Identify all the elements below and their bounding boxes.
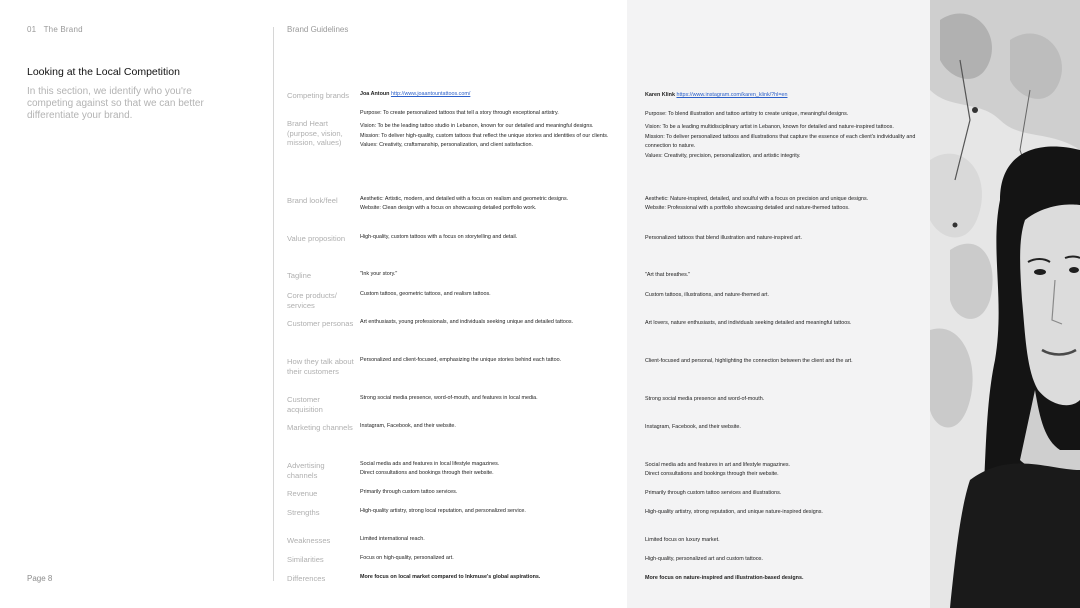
section-number: 01 <box>27 25 37 34</box>
competitor-name: Joa Antoun <box>360 91 390 97</box>
competitor-2-cell <box>645 461 927 480</box>
competitor-2-header <box>645 91 927 100</box>
cell-line: Direct consultations and bookings through their website. <box>360 470 494 477</box>
competitor-2-cell: Instagram, Facebook, and their website. <box>645 424 741 430</box>
competitor-link[interactable]: https://www.instagram.com/karen_klink/?hl=en <box>676 92 788 98</box>
competitor-2-cell: High-quality artistry, strong reputation, and unique nature-inspired designs. <box>645 509 823 515</box>
cell-line: Website: Clean design with a focus on showcasing detailed portfolio work. <box>360 205 537 212</box>
cell-line: Purpose: To blend illustration and tattoo artistry to create unique, meaningful designs. <box>645 111 849 117</box>
section-description: In this section, we identify who you're competing against so that we can better differentiate your brand. <box>27 86 204 121</box>
cell-line: Values: Creativity, precision, personalization, and artistic integrity. <box>645 152 801 159</box>
page-title: Looking at the Local Competition <box>27 66 180 78</box>
competitor-2-cell: Limited focus on luxury market. <box>645 537 720 543</box>
competitor-link[interactable]: http://www.joaantountattoos.com/ <box>390 91 471 97</box>
cell-line: Vision: To be a leading multidisciplinary artist in Lebanon, known for detailed and nature-inspired tattoos. <box>645 124 894 131</box>
competitor-1-cell: More focus on local market compared to Inkmuse's global aspirations. <box>360 574 541 580</box>
competitor-1-cell: "Ink your story." <box>360 271 398 277</box>
competitor-2-cell: Client-focused and personal, highlighting the connection between the client and the art. <box>645 358 853 364</box>
guidelines-title: Brand Guidelines <box>287 25 349 34</box>
competitor-1-cell: Custom tattoos, geometric tattoos, and realism tattoos. <box>360 291 491 297</box>
competitor-1-header <box>360 90 615 99</box>
competitor-2-cell: Custom tattoos, illustrations, and nature-themed art. <box>645 292 770 298</box>
cell-line: Social media ads and features in art and lifestyle magazines. <box>645 462 791 468</box>
cell-line: Mission: To deliver personalized tattoos and illustrations that capture the essence of each client's individuality and connection to nature. <box>645 133 916 150</box>
cell-line: Direct consultations and bookings through their website. <box>645 471 779 478</box>
competitor-1-cell: High-quality artistry, strong local reputation, and personalized service. <box>360 508 526 514</box>
row-label: Differences <box>287 574 326 583</box>
competitor-1-cell: Instagram, Facebook, and their website. <box>360 423 456 429</box>
portrait-photo <box>930 0 1080 608</box>
section-label <box>27 25 83 34</box>
row-label: Similarities <box>287 555 324 564</box>
cell-line: Values: Creativity, craftsmanship, personalization, and client satisfaction. <box>360 142 533 149</box>
cell-line: Mission: To deliver high-quality, custom tattoos that reflect the unique stories and identities of our clients. <box>360 132 609 139</box>
row-label: Brand look/feel <box>287 196 338 205</box>
row-label: Brand Heart (purpose, vision, mission, values) <box>287 119 343 148</box>
row-label: Competing brands <box>287 91 350 100</box>
competitor-2-cell <box>645 195 927 214</box>
competitor-2-cell <box>645 110 927 161</box>
cell-line: Purpose: To create personalized tattoos that tell a story through exceptional artistry. <box>360 110 559 116</box>
competitor-1-cell: Art enthusiasts, young professionals, and individuals seeking unique and detailed tattoos. <box>360 319 574 325</box>
competitor-1-cell <box>360 460 615 479</box>
competitor-name: Karen Klink <box>645 92 675 98</box>
row-label: Tagline <box>287 271 312 280</box>
page-number: Page 8 <box>27 574 53 583</box>
row-label: Strengths <box>287 508 320 517</box>
competitor-2-cell: Personalized tattoos that blend illustration and nature-inspired art. <box>645 235 803 241</box>
portrait-illustration <box>930 0 1080 608</box>
row-label: Core products/ services <box>287 291 337 310</box>
cell-line: Website: Professional with a portfolio showcasing detailed and nature-themed tattoos. <box>645 205 850 212</box>
competitor-2-cell: More focus on nature-inspired and illustration-based designs. <box>645 575 804 581</box>
row-label: Customer acquisition <box>287 395 323 414</box>
competitor-2-cell: Strong social media presence and word-of-mouth. <box>645 396 765 402</box>
row-label: Advertising channels <box>287 461 325 480</box>
competitor-1-cell <box>360 109 615 151</box>
cell-line: Aesthetic: Artistic, modern, and detailed with a focus on realism and geometric designs. <box>360 196 569 202</box>
competitor-1-cell: Focus on high-quality, personalized art. <box>360 555 454 561</box>
competitor-1-cell <box>360 195 615 214</box>
competitor-1-cell: Strong social media presence, word-of-mouth, and features in local media. <box>360 395 538 401</box>
row-label: How they talk about their customers <box>287 357 354 376</box>
cell-line: Vision: To be the leading tattoo studio in Lebanon, known for our detailed and meaningful designs. <box>360 123 594 130</box>
vertical-divider <box>273 27 274 581</box>
competitor-2-cell: Art lovers, nature enthusiasts, and individuals seeking detailed and meaningful tattoos. <box>645 320 852 326</box>
row-label: Revenue <box>287 489 318 498</box>
row-label: Weaknesses <box>287 536 331 545</box>
row-label: Customer personas <box>287 319 354 328</box>
competitor-1-cell: Personalized and client-focused, emphasizing the unique stories behind each tattoo. <box>360 357 562 363</box>
cell-line: Aesthetic: Nature-inspired, detailed, and soulful with a focus on precision and unique designs. <box>645 196 869 202</box>
competitor-1-cell: High-quality, custom tattoos with a focus on storytelling and detail. <box>360 234 518 240</box>
row-label: Marketing channels <box>287 423 353 432</box>
competitor-1-cell: Limited international reach. <box>360 536 425 542</box>
competitor-1-cell: Primarily through custom tattoo services. <box>360 489 458 495</box>
competitor-2-cell: Primarily through custom tattoo services and illustrations. <box>645 490 782 496</box>
competitor-2-cell: "Art that breathes." <box>645 272 691 278</box>
section-name: The Brand <box>43 25 83 34</box>
competitor-2-cell: High-quality, personalized art and custom tattoos. <box>645 556 763 562</box>
row-label: Value proposition <box>287 234 346 243</box>
cell-line: Social media ads and features in local lifestyle magazines. <box>360 461 500 467</box>
